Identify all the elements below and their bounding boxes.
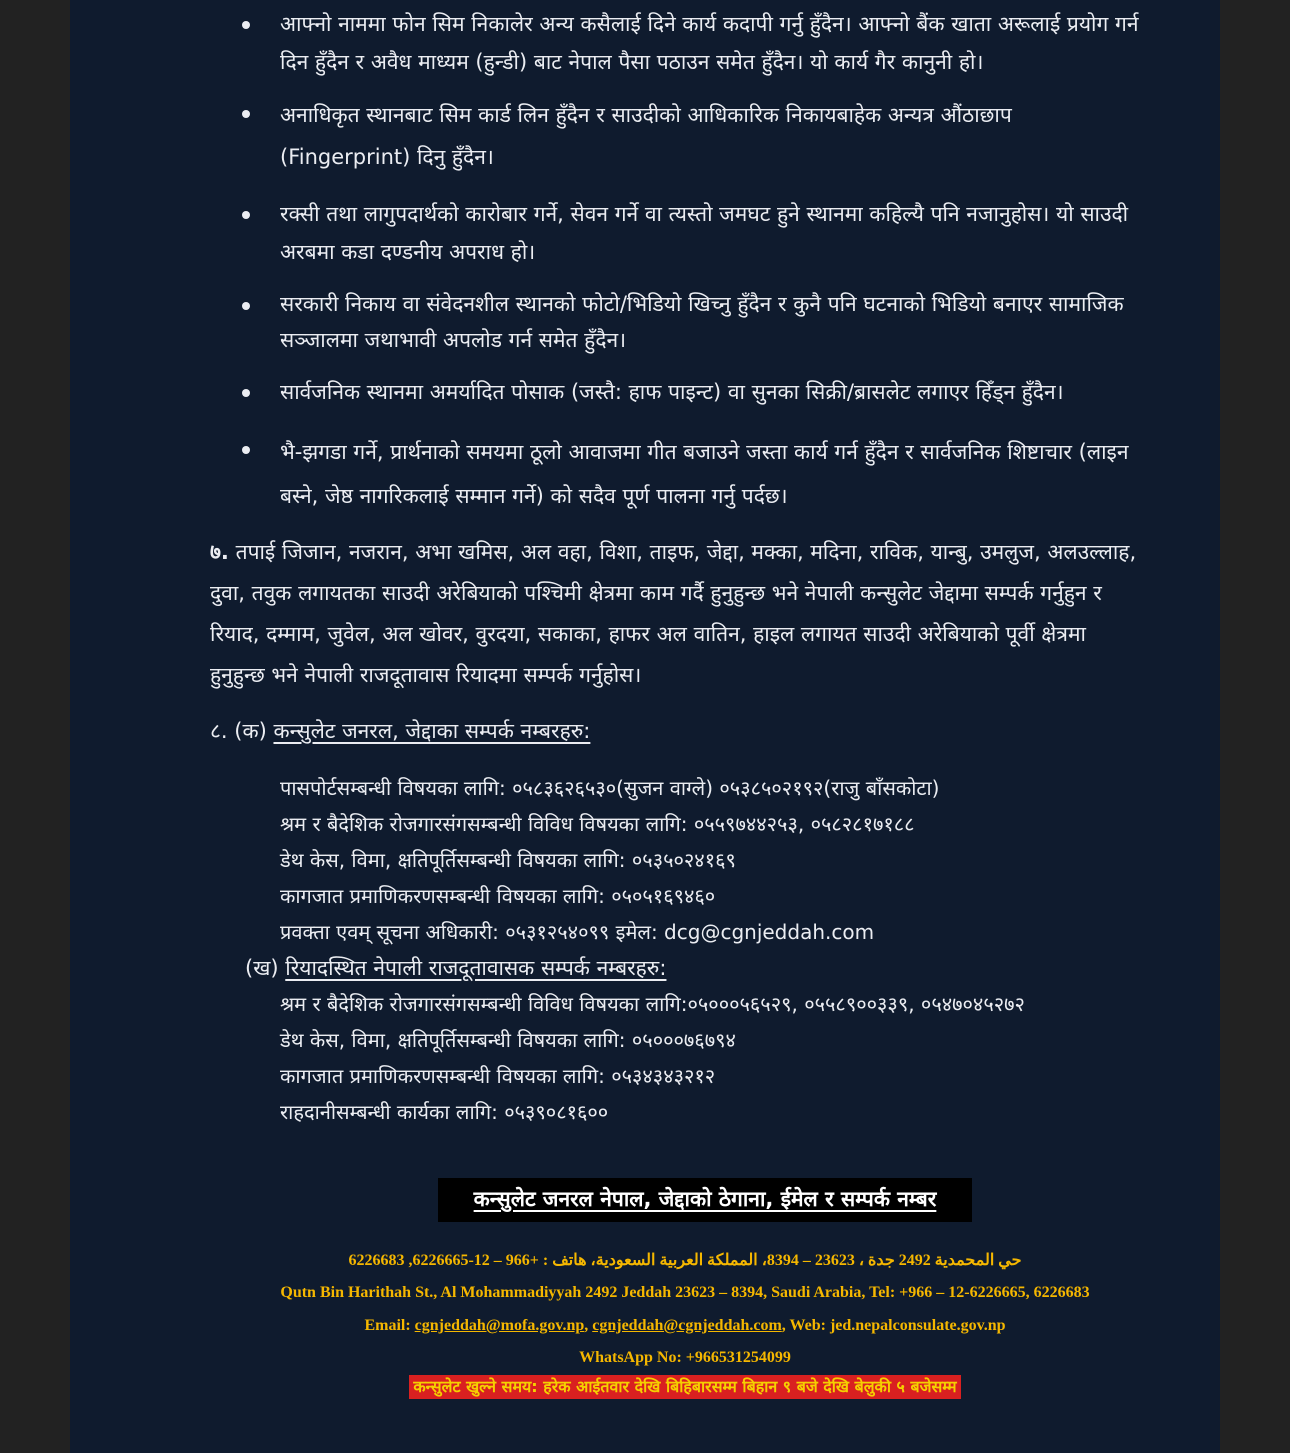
list-item xyxy=(280,430,1200,518)
web-address: jed.nepalconsulate.gov.np xyxy=(829,1317,1006,1334)
contact-line: कागजात प्रमाणिकरणसम्बन्धी विषयका लागि: ०५०५१६९४६० xyxy=(280,884,716,908)
whatsapp-line: WhatsApp No: +966531254099 xyxy=(579,1349,791,1366)
section-8-kha-heading xyxy=(245,950,666,986)
bullet-icon xyxy=(242,446,250,454)
email-label: Email: xyxy=(364,1317,411,1334)
list-item xyxy=(280,94,1200,178)
contact-line: डेथ केस, विमा, क्षतिपूर्तिसम्बन्धी विषयका लागि: ०५०००७६७९४ xyxy=(280,1028,736,1052)
contact-line: श्रम र बैदेशिक रोजगारसंगसम्बन्धी विविध विषयका लागि:०५०००५६५२९, ०५५८९००३३९, ०५४७०४५२७२ xyxy=(280,992,1025,1016)
contact-line: राहदानीसम्बन्धी कार्यका लागि: ०५३९०८१६०० xyxy=(280,1100,609,1124)
email-web-line: Email: cgnjeddah@mofa.gov.np, cgnjeddah@cgnjeddah.com, Web: jed.nepalconsulate.gov.np xyxy=(364,1317,1006,1334)
bullet-line: अरबमा कडा दण्डनीय अपराध हो। xyxy=(280,240,536,264)
list-item xyxy=(280,373,1200,411)
office-hours: कन्सुलेट खुल्ने समय: हरेक आईतवार देखि बिहिबारसम्म बिहान ९ बजे देखि बेलुकी ५ बजेसम्म xyxy=(409,1375,960,1399)
bullet-line: सरकारी निकाय वा संवेदनशील स्थानको फोटो/भिडियो खिच्नु हुँदैन र कुनै पनि घटनाको भिडियो बनाएर सामाजिक xyxy=(280,292,1124,316)
bullet-line: सञ्जालमा जथाभावी अपलोड गर्न समेत हुँदैन। xyxy=(280,328,627,352)
email-link-mofa[interactable]: cgnjeddah@mofa.gov.np xyxy=(414,1317,585,1334)
riyadh-contacts-heading: रियादस्थित नेपाली राजदूतावासक सम्पर्क नम्बरहरु: xyxy=(285,956,667,980)
section-number: ७. xyxy=(210,540,229,564)
bullet-line: भै-झगडा गर्ने, प्रार्थनाको समयमा ठूलो आवाजमा गीत बजाउने जस्ता कार्य गर्न हुँदैन र सार्वजनिक शिष्टाचार (लाइन xyxy=(280,440,1129,464)
contact-line: श्रम र बैदेशिक रोजगारसंगसम्बन्धी विविध विषयका लागि: ०५५९७४४२५३, ०५८२८१७१८८ xyxy=(280,812,915,836)
list-item xyxy=(280,286,1200,358)
bullet-line: आफ्नो नाममा फोन सिम निकालेर अन्य कसैलाई दिने कार्य कदापी गर्नु हुँदैन। आफ्नो बैंक खाता अरूलाई प्रयोग गर्न xyxy=(280,12,1139,36)
section-7-line: रियाद, दम्माम, जुवेल, अल खोवर, वुरदया, सकाका, हाफर अल वातिन, हाइल लगायत साउदी अरेबियाको पूर्वी क्षेत्रमा xyxy=(210,622,1086,646)
list-item xyxy=(280,195,1200,271)
bullet-line: सार्वजनिक स्थानमा अमर्यादित पोसाक (जस्तै: हाफ पाइन्ट) वा सुनका सिक्री/ब्रासलेट लगाएर हिँड्न हुँदैन। xyxy=(280,380,1064,404)
office-hours-wrap xyxy=(70,1375,1290,1399)
bullet-line: बस्ने, जेष्ठ नागरिकलाई सम्मान गर्ने) को सदैव पूर्ण पालना गर्नु पर्दछ। xyxy=(280,484,788,508)
bullet-line: अनाधिकृत स्थानबाट सिम कार्ड लिन हुँदैन र साउदीको आधिकारिक निकायबाहेक अन्यत्र औंठाछाप xyxy=(280,103,1012,127)
section-7-line: हुनुहुन्छ भने नेपाली राजदूतावास रियादमा सम्पर्क गर्नुहोस। xyxy=(210,663,642,687)
section-8-heading xyxy=(210,713,590,749)
contact-line: डेथ केस, विमा, क्षतिपूर्तिसम्बन्धी विषयका लागि: ०५३५०२४१६९ xyxy=(280,848,736,872)
english-address: Qutn Bin Harithah St., Al Mohammadiyyah 2492 Jeddah 23623 – 8394, Saudi Arabia, Tel: +966 – 12-6226665, 6226683 xyxy=(280,1284,1090,1301)
bullet-line: (Fingerprint) दिनु हुँदैन। xyxy=(280,145,494,169)
address-title: कन्सुलेट जनरल नेपाल, जेद्दाको ठेगाना, ईमेल र सम्पर्क नम्बर xyxy=(438,1178,972,1222)
bullet-icon xyxy=(242,302,250,310)
contact-line: प्रवक्ता एवम् सूचना अधिकारी: ०५३१२५४०९९ इमेल: dcg@cgnjeddah.com xyxy=(280,920,875,944)
section-7-line: दुवा, तवुक लगायतका साउदी अरेबियाको पश्चिमी क्षेत्रमा काम गर्दै हुनुहुन्छ भने नेपाली कन्सुलेट जेद्दामा सम्पर्क गर्नुहुन र xyxy=(210,581,1102,605)
bullet-line: रक्सी तथा लागुपदार्थको कारोबार गर्ने, सेवन गर्ने वा त्यस्तो जमघट हुने स्थानमा कहिल्यै पनि नजानुहोस। यो साउदी xyxy=(280,202,1129,226)
list-item xyxy=(280,5,1200,81)
web-label: , Web: xyxy=(781,1317,826,1334)
bullet-line: दिन हुँदैन र अवैध माध्यम (हुन्डी) बाट नेपाल पैसा पठाउन समेत हुँदैन। यो कार्य गैर कानुनी हो। xyxy=(280,50,984,74)
section-number: ८. (क) xyxy=(210,719,267,743)
bullet-icon xyxy=(242,389,250,397)
document-page xyxy=(70,0,1220,1453)
jeddah-contacts-heading: कन्सुलेट जनरल, जेद्दाका सम्पर्क नम्बरहरु: xyxy=(273,719,591,743)
bullet-icon xyxy=(242,211,250,219)
bullet-icon xyxy=(242,110,250,118)
email-link-consulate[interactable]: cgnjeddah@cgnjeddah.com xyxy=(592,1317,782,1334)
section-number: (ख) xyxy=(245,956,279,980)
arabic-address: حي المحمدية 2492 جدة ، 23623 – 8394، المملكة العربية السعودية، هاتف : +966 – 12-6226665, 6226683 xyxy=(348,1252,1022,1269)
bullet-icon xyxy=(242,21,250,29)
contact-line: कागजात प्रमाणिकरणसम्बन्धी विषयका लागि: ०५३४३४३२१२ xyxy=(280,1064,716,1088)
contact-line: पासपोर्टसम्बन्धी विषयका लागि: ०५८३६२६५३०(सुजन वाग्ले) ०५३८५०२१९२(राजु बाँसकोटा) xyxy=(280,776,940,800)
section-7-paragraph xyxy=(210,532,1200,696)
section-7-line: ७. तपाई जिजान, नजरान, अभा खमिस, अल वहा, विशा, ताइफ, जेद्दा, मक्का, मदिना, राविक, यान्बु, उमलुज, अलउल्लाह, xyxy=(210,540,1137,564)
